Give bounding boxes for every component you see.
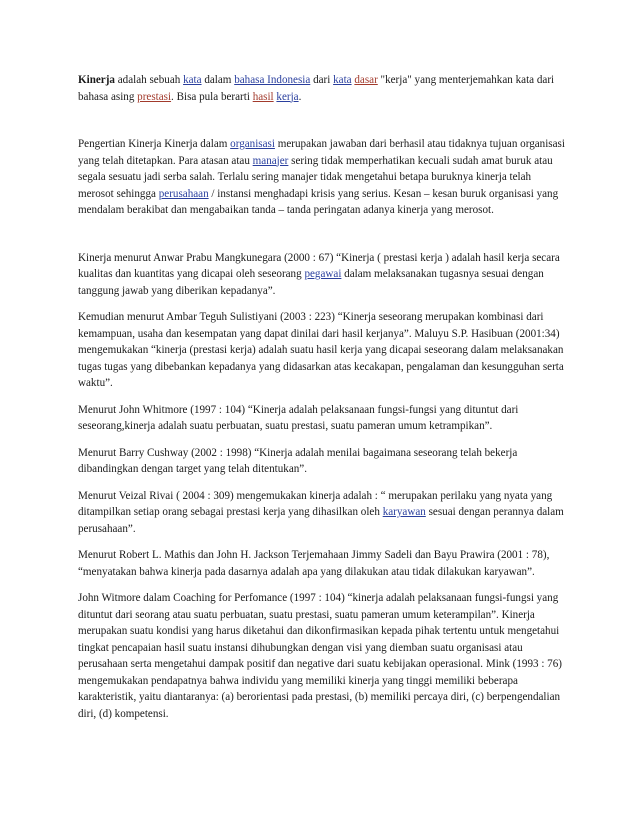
- link-manajer[interactable]: manajer: [252, 154, 289, 167]
- paragraph-definition: [78, 72, 568, 105]
- document-page: [78, 72, 568, 722]
- link-prestasi[interactable]: prestasi: [137, 90, 172, 103]
- text: . Bisa pula berarti: [171, 90, 253, 103]
- paragraph-witmore: John Witmore dalam Coaching for Perfomance (1997 : 104) “kinerja adalah pelaksanaan fungsi-fungsi yang dituntut dari seorang atau suatu perbuatan, suatu prestasi, suatu pameran umum keterampilan”. Kinerja merupakan suatu kondisi yang harus diketahui dan dikonfirmasikan kepada pihak tertentu untuk mengetahui tingkat pencapaian hasil suatu instansi dihubungkan dengan visi yang diemban suatu organisasi atau perusahaan serta mengetahui dampak positif dan negative dari suatu kebijakan operasional. Mink (1993 : 76) mengemukakan pendapatnya bahwa individu yang memiliki kinerja yang tinggi memiliki beberapa karakteristik, yaitu diantaranya: (a) berorientasi pada prestasi, (b) memiliki percaya diri, (c) berpengendalian diri, (d) kompetensi.: [78, 592, 562, 720]
- text: dari: [310, 74, 334, 86]
- link-hasil[interactable]: hasil: [252, 90, 274, 103]
- text: merupakan jawaban dari berhasil atau tidaknya tujuan organisasi yang telah ditetapkan. Para atasan atau: [78, 138, 565, 167]
- link-kata-2[interactable]: kata: [333, 74, 352, 86]
- text: sesuai dengan perannya dalam perusahaan”.: [78, 506, 564, 535]
- paragraph-rivai: [78, 488, 568, 538]
- link-kerja[interactable]: kerja: [276, 90, 299, 103]
- text: adalah sebuah: [114, 74, 184, 86]
- link-bahasa-indonesia[interactable]: bahasa Indonesia: [234, 74, 311, 86]
- paragraph-sulistiyani: Kemudian menurut Ambar Teguh Sulistiyani (2003 : 223) “Kinerja seseorang merupakan kombinasi dari kemampuan, usaha dan kesempatan yang dapat dinilai dari hasil kerjanya”. Maluyu S.P. Hasibuan (2001:34) mengemukakan “kinerja (prestasi kerja) adalah suatu hasil kerja yang dicapai seseorang dalam melaksanakan tugas tugas yang dibebankan kepadanya yang didasarkan atas kecakapan, pengalaman dan kesungguhan serta waktu”.: [78, 311, 564, 389]
- text: / instansi menghadapi krisis yang serius. Kesan – kesan buruk organisasi yang mendalam berakibat dan mengabaikan tanda – tanda peringatan adanya kinerja yang merosot.: [78, 187, 559, 216]
- paragraph-mathis: Menurut Robert L. Mathis dan John H. Jackson Terjemahaan Jimmy Sadeli dan Bayu Prawira (2001 : 78), “menyatakan bahwa kinerja pada dasarnya adalah apa yang dilakukan atau tidak dilakukan karyawan”.: [78, 549, 550, 578]
- link-pegawai[interactable]: pegawai: [304, 268, 342, 280]
- link-kata[interactable]: kata: [183, 74, 202, 86]
- link-karyawan[interactable]: karyawan: [382, 506, 426, 518]
- link-organisasi[interactable]: organisasi: [230, 138, 275, 150]
- text: dalam: [201, 74, 235, 86]
- link-dasar[interactable]: dasar: [354, 74, 378, 86]
- paragraph-cushway: Menurut Barry Cushway (2002 : 1998) “Kinerja adalah menilai bagaimana seseorang telah bekerja dibandingkan dengan target yang telah ditentukan”.: [78, 446, 518, 475]
- paragraph-whitmore: Menurut John Whitmore (1997 : 104) “Kinerja adalah pelaksanaan fungsi-fungsi yang dituntut dari seseorang,kinerja adalah suatu perbuatan, suatu prestasi, suatu pameran umum ketrampikan”.: [78, 403, 519, 432]
- text: Pengertian Kinerja Kinerja dalam: [78, 138, 231, 150]
- text: dalam melaksanakan tugasnya sesuai dengan tanggung jawab yang diberikan kepadanya”.: [78, 268, 544, 297]
- text: "kerja" yang menterjemahkan kata dari bahasa asing: [78, 74, 555, 103]
- paragraph-pengertian: [78, 136, 568, 219]
- paragraph-mangkunegara: [78, 250, 568, 300]
- text: Menurut Veizal Rivai ( 2004 : 309) mengemukakan kinerja adalah : “ merupakan perilaku yang nyata yang ditampilkan setiap orang sebagai prestasi kerja yang dihasilkan oleh: [78, 489, 553, 518]
- text: .: [298, 90, 302, 103]
- text: Kinerja menurut Anwar Prabu Mangkunegara (2000 : 67) “Kinerja ( prestasi kerja ) adalah hasil kerja secara kualitas dan kuantitas yang dicapai oleh seseorang: [78, 251, 560, 280]
- link-perusahaan[interactable]: perusahaan: [158, 187, 209, 200]
- text: sering tidak memperhatikan kecuali sudah amat buruk atau segala sesuatu jadi serba salah. Terlalu sering manajer tidak mengetahui betapa buruknya kinerja telah merosot sehingga: [78, 154, 553, 200]
- term-kinerja: Kinerja: [78, 74, 115, 86]
